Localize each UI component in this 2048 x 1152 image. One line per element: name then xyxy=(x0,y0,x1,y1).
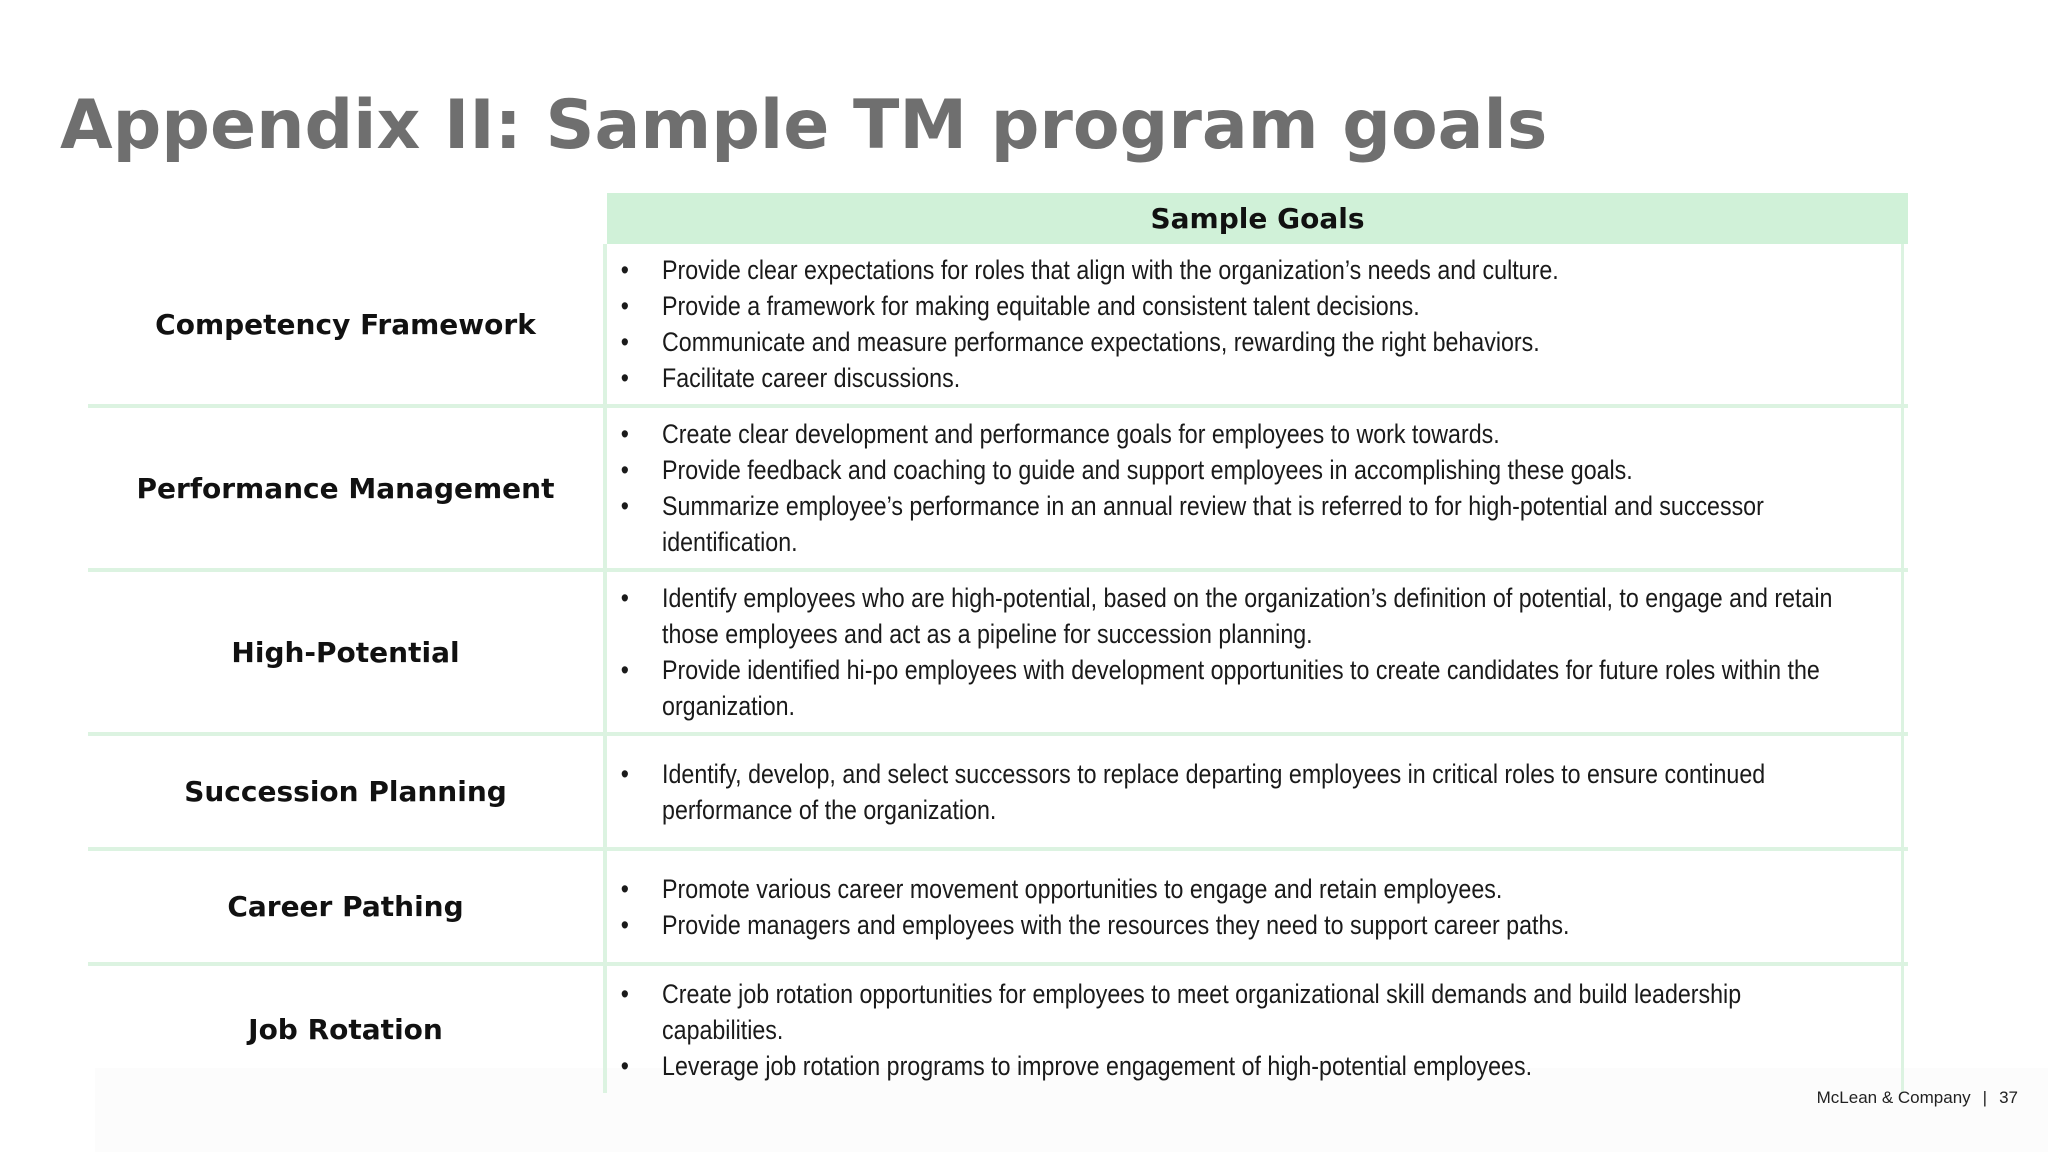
goals-list xyxy=(607,756,1901,828)
goals-cell xyxy=(607,572,1904,732)
table-row xyxy=(88,736,1908,851)
footer xyxy=(1817,1088,2018,1108)
goals-cell xyxy=(607,851,1904,962)
footer-company: McLean & Company xyxy=(1816,1088,1971,1107)
goal-item: • Provide managers and employees with the resources they need to support career paths. xyxy=(607,907,1861,943)
goal-item: • Leverage job rotation programs to improve engagement of high-potential employees. xyxy=(607,1048,1861,1084)
goals-list xyxy=(607,416,1901,560)
goal-item: • Provide a framework for making equitable and consistent talent decisions. xyxy=(607,288,1861,324)
table-header-row xyxy=(88,193,1908,244)
row-label: High-Potential xyxy=(88,572,607,732)
goal-item: • Promote various career movement opportunities to engage and retain employees. xyxy=(607,871,1861,907)
goal-item: • Facilitate career discussions. xyxy=(607,360,1861,396)
header-sample-goals: Sample Goals xyxy=(607,193,1908,244)
page-title: Appendix II: Sample TM program goals xyxy=(60,86,1548,165)
row-label: Career Pathing xyxy=(88,851,607,962)
table-row xyxy=(88,851,1908,966)
goals-cell xyxy=(607,736,1904,847)
goals-list xyxy=(607,252,1901,396)
row-label: Succession Planning xyxy=(88,736,607,847)
goals-cell xyxy=(607,244,1904,404)
goals-table xyxy=(88,193,1908,1093)
goal-item: • Identify, develop, and select successors to replace departing employees in critical roles to ensure continued performance of the organization. xyxy=(607,756,1861,828)
goal-item: • Summarize employee’s performance in an annual review that is referred to for high-potential and successor identification. xyxy=(607,488,1861,560)
row-label: Competency Framework xyxy=(88,244,607,404)
goals-list xyxy=(607,871,1901,943)
goal-item: • Create clear development and performance goals for employees to work towards. xyxy=(607,416,1861,452)
goal-item: • Provide feedback and coaching to guide and support employees in accomplishing these goals. xyxy=(607,452,1861,488)
goals-list xyxy=(607,580,1901,724)
header-blank-cell xyxy=(88,193,607,244)
goal-item: • Create job rotation opportunities for employees to meet organizational skill demands and build leadership capabilities. xyxy=(607,976,1861,1048)
table-body xyxy=(88,244,1908,1093)
goal-item: • Communicate and measure performance expectations, rewarding the right behaviors. xyxy=(607,324,1861,360)
goals-cell xyxy=(607,408,1904,568)
table-row xyxy=(88,408,1908,572)
goals-list xyxy=(607,976,1901,1084)
goal-item: • Provide identified hi-po employees with development opportunities to create candidates for future roles within the organization. xyxy=(607,652,1861,724)
table-row xyxy=(88,244,1908,408)
footer-separator: | xyxy=(1982,1088,1988,1107)
table-row xyxy=(88,966,1908,1093)
row-label: Performance Management xyxy=(88,408,607,568)
goal-item: • Provide clear expectations for roles that align with the organization’s needs and culture. xyxy=(607,252,1861,288)
table-row xyxy=(88,572,1908,736)
page-number: 37 xyxy=(1999,1088,2018,1107)
row-label: Job Rotation xyxy=(88,966,607,1093)
goals-cell xyxy=(607,966,1904,1093)
goal-item: • Identify employees who are high-potential, based on the organization’s definition of potential, to engage and retain those employees and act as a pipeline for succession planning. xyxy=(607,580,1861,652)
